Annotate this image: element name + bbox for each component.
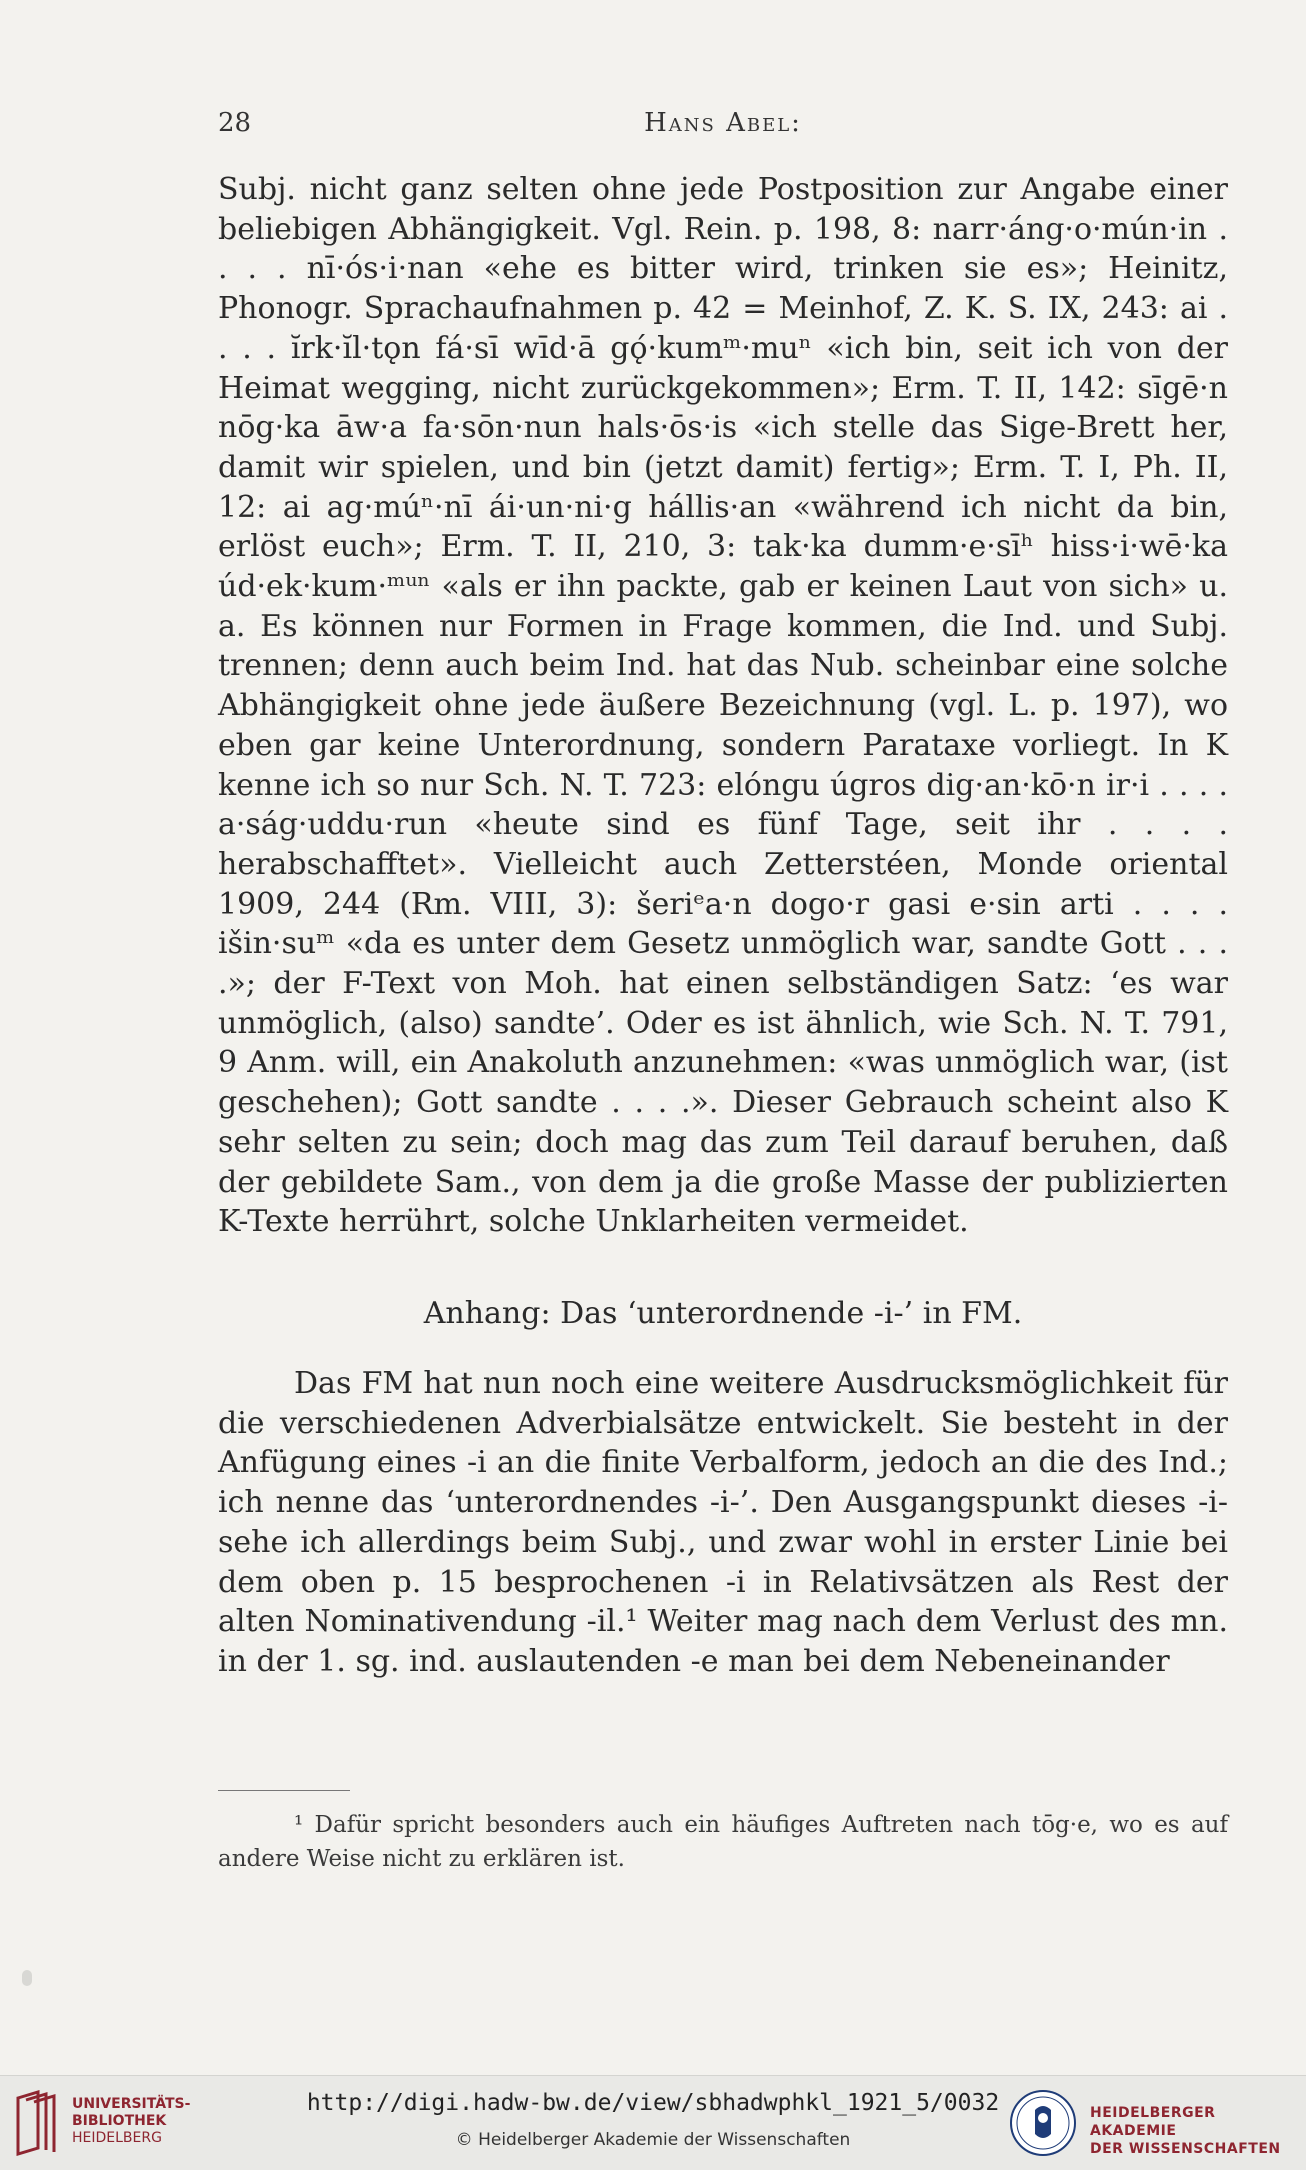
footnote-text: ¹ Dafür spricht besonders auch ein häufiges Auftreten nach tōg·e, wo es auf andere Weise nicht zu erklären ist. bbox=[218, 1812, 1228, 1872]
paragraph-2: Das FM hat nun noch eine weitere Ausdrucksmöglichkeit für die verschiedenen Adverbialsätze entwickelt. Sie besteht in der Anfügung eines -i an die finite Verbalform, jedoch an die des Ind.; ich nenne das ‘unterordnendes -i-’. Den Ausgangspunkt dieses -i- sehe ich allerdings beim Subj., und zwar wohl in erster Linie bei dem oben p. 15 besprochenen -i in Relativsätzen als Rest der alten Nominativendung -il.¹ Weiter mag nach dem Verlust des mn. in der 1. sg. ind. auslautenden -e man bei dem Nebeneinander bbox=[218, 1365, 1228, 1679]
academy-seal-icon[interactable] bbox=[1008, 2088, 1078, 2158]
running-title: Hans Abel: bbox=[644, 108, 802, 138]
paragraph-1: Subj. nicht ganz selten ohne jede Postposition zur Angabe einer beliebigen Abhängigkeit. Vgl. Rein. p. 198, 8: narr·áng·o·mún·in . . . . nī·ós·i·nan «ehe es bitter wird, trinken sie es»; Heinitz, Phonogr. Sprachaufnahmen p. 42 = Meinhof, Z. K. S. IX, 243: ai . . . . ĭrk·ĭl·tǫn fá·sī wīd·ā gǫ́·kumᵐ·muⁿ «ich bin, seit ich von der Heimat wegging, nicht zurückgekommen»; Erm. T. II, 142: sīgē·n nōg·ka āw·a fa·sōn·nun hals·ōs·is «ich stelle das Sige-Brett her, damit wir spielen, und bin (jetzt damit) fertig»; Erm. T. I, Ph. II, 12: ai ag·múⁿ·nī ái·un·ni·g hállis·an «während ich nicht da bin, erlöst euch»; Erm. T. II, 210, 3: tak·ka dumm·e·sīʰ hiss·i·wē·ka úd·ek·kum·ᵐᵘⁿ «als er ihn packte, gab er keinen Laut von sich» u. a. Es können nur Formen in Frage kommen, die Ind. und Subj. trennen; denn auch beim Ind. hat das Nub. scheinbar eine solche Abhängigkeit ohne jede äußere Bezeichnung (vgl. L. p. 197), wo eben gar keine Unterordnung, sondern Parataxe vorliegt. In K kenne ich so nur Sch. N. T. 723: elóngu úgros dig·an·kō·n ir·i . . . . a·ság·uddu·run «heute sind es fünf Tage, seit ihr . . . . herabschafftet». Vielleicht auch Zetterstéen, Monde oriental 1909, 244 (Rm. VIII, 3): šeriᵉa·n dogo·r gasi e·sin arti . . . . išin·suᵐ «da es unter dem Gesetz unmöglich war, sandte Gott . . . .»; der F-Text von Moh. hat einen selbständigen Satz: ‘es war unmöglich, (also) sandte’. Oder es ist ähnlich, wie Sch. N. T. 791, 9 Anm. will, ein Anakoluth anzunehmen: «was unmöglich war, (ist geschehen); Gott sandte . . . .». Dieser Gebrauch scheint also K sehr selten zu sein; doch mag das zum Teil darauf beruhen, daß der gebildete Sam., von dem ja die große Masse der publizierten K-Texte herrührt, solche Unklarheiten vermeidet. bbox=[218, 172, 1228, 1240]
university-library-name[interactable]: UNIVERSITÄTS- BIBLIOTHEK HEIDELBERG bbox=[72, 2096, 191, 2146]
footnote bbox=[218, 1808, 1228, 1876]
copyright-notice: © Heidelberger Akademie der Wissenschaften bbox=[455, 2130, 851, 2150]
permalink-url[interactable]: http://digi.hadw-bw.de/view/sbhadwphkl_1921_5/0032 bbox=[306, 2090, 1000, 2116]
scan-smudge bbox=[22, 1970, 32, 1986]
section-heading: Anhang: Das ‘unterordnende -i-’ in FM. bbox=[423, 1295, 1023, 1331]
viewer-footer bbox=[0, 2075, 1306, 2170]
running-header bbox=[218, 108, 1228, 142]
body-text bbox=[218, 170, 1228, 1682]
footnote-divider bbox=[218, 1790, 350, 1791]
page-number: 28 bbox=[218, 108, 252, 138]
academy-name[interactable]: HEIDELBERGER AKADEMIE DER WISSENSCHAFTEN bbox=[1090, 2105, 1281, 2157]
